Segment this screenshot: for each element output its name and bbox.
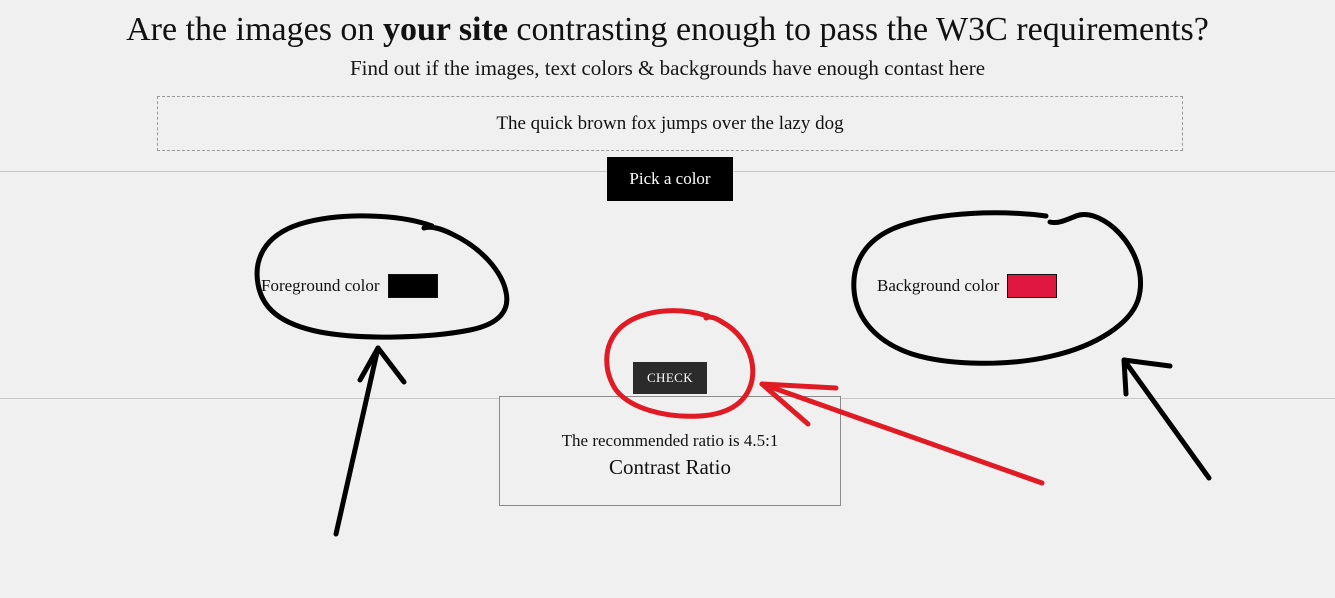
background-arrow-icon [1124,360,1209,478]
foreground-color-picker[interactable] [261,274,438,298]
background-color-label: Background color [877,276,1000,295]
pick-a-color-button[interactable] [607,157,733,201]
contrast-result-panel [499,396,841,506]
contrast-ratio-label: Contrast Ratio [609,455,731,479]
page-subtitle: Find out if the images, text colors & backgrounds have enough contast here [349,56,986,80]
sample-text-value: The quick brown fox jumps over the lazy dog [496,112,844,134]
page-title-emphasis: your site [382,11,508,48]
foreground-arrowhead-icon [360,348,404,382]
background-color-swatch[interactable] [1007,274,1057,298]
background-arrowhead-icon [1124,360,1170,394]
pick-a-color-label: Pick a color [629,169,711,188]
foreground-color-swatch[interactable] [388,274,438,298]
check-button[interactable] [633,362,707,394]
page-title-part2: contrasting enough to pass the W3C requirements? [507,11,1209,48]
recommended-ratio-text: The recommended ratio is 4.5:1 [561,431,779,450]
foreground-color-label: Foreground color [261,276,380,295]
page-title [0,8,1335,52]
background-color-picker[interactable] [877,274,1057,298]
foreground-arrow-icon [336,348,378,534]
page-title-part1: Are the images on [126,11,383,48]
sample-text-input[interactable] [157,96,1183,151]
check-button-label: CHECK [646,370,694,385]
